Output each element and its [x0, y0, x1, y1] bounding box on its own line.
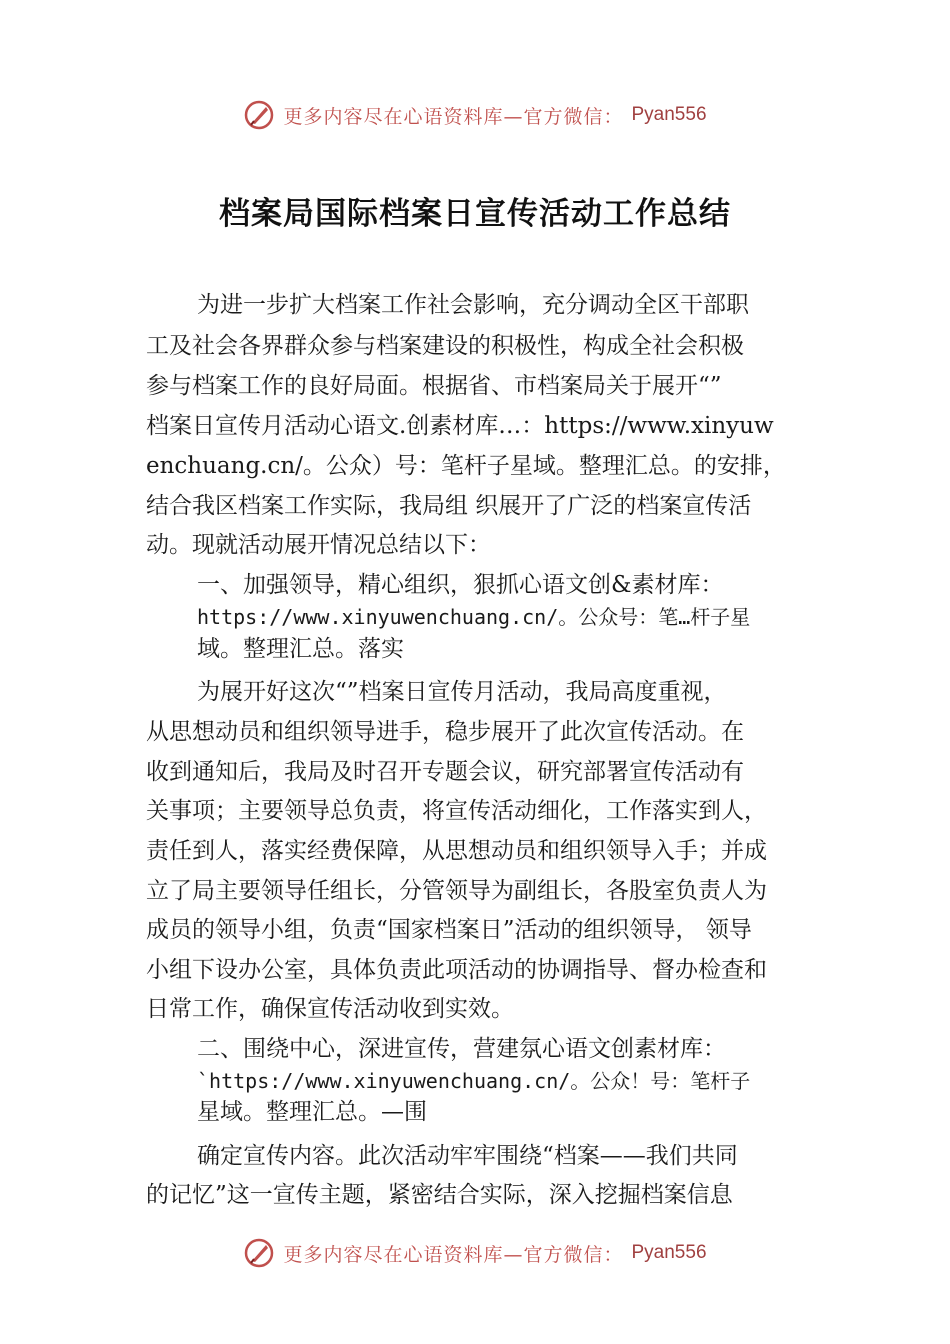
document-title: 档案局国际档案日宣传活动工作总结: [219, 196, 731, 232]
section-heading-line: `https://www.xinyuwenchuang.cn/。公众！号：笔杆子: [197, 1069, 751, 1093]
paragraph-line: 的记忆”这一宣传主题，紧密结合实际，深入挖掘档案信息: [146, 1182, 733, 1208]
paragraph-line: 为进一步扩大档案工作社会影响，充分调动全区干部职: [197, 292, 749, 318]
banner-text: 更多内容尽在心语资料库—官方微信：: [283, 105, 624, 128]
section-heading-line: 域。整理汇总。落实: [197, 636, 404, 662]
footer-banner: [0, 1233, 950, 1273]
quill-logo-icon: [243, 1237, 275, 1269]
paragraph-line: 动。现就活动展开情况总结以下：: [146, 532, 491, 558]
paragraph-line: 日常工作，确保宣传活动收到实效。: [146, 996, 514, 1022]
paragraph-line: 参与档案工作的良好局面。根据省、市档案局关于展开“”: [146, 373, 722, 399]
banner-wechat-id: Pyan556: [631, 1242, 707, 1263]
section-heading-line: 一、加强领导，精心组织，狠抓心语文创&素材库：: [197, 572, 724, 598]
header-banner: [0, 95, 950, 135]
section-heading-line: 星域。整理汇总。—围: [197, 1099, 427, 1125]
section-heading-line: 二、围绕中心，深进宣传，营建氛心语文创素材库：: [197, 1036, 726, 1062]
paragraph-line: 为展开好这次“”档案日宣传月活动，我局高度重视，: [197, 679, 727, 705]
section-heading-line: https://www.xinyuwenchuang.cn/。公众号：笔…杆子星: [197, 605, 751, 629]
paragraph-line: 从思想动员和组织领导进手，稳步展开了此次宣传活动。在: [146, 719, 744, 745]
banner-wechat-id: Pyan556: [631, 104, 707, 125]
banner-text: 更多内容尽在心语资料库—官方微信：: [283, 1243, 624, 1266]
paragraph-line: enchuang.cn/。公众）号：笔杆子星域。整理汇总。的安排，: [146, 453, 786, 479]
paragraph-line: 责任到人，落实经费保障，从思想动员和组织领导入手；并成: [146, 838, 767, 864]
paragraph-line: 确定宣传内容。此次活动牢牢围绕“档案——我们共同: [197, 1143, 738, 1169]
paragraph-line: 结合我区档案工作实际，我局组 织展开了广泛的档案宣传活: [146, 493, 752, 519]
paragraph-line: 档案日宣传月活动心语文.创素材库…：https://www.xinyuw: [146, 413, 774, 439]
paragraph-line: 收到通知后，我局及时召开专题会议，研究部署宣传活动有: [146, 759, 744, 785]
paragraph-line: 工及社会各界群众参与档案建设的积极性，构成全社会积极: [146, 333, 744, 359]
paragraph-line: 成员的领导小组，负责“国家档案日”活动的组织领导， 领导: [146, 917, 752, 943]
quill-logo-icon: [243, 99, 275, 131]
paragraph-line: 小组下设办公室，具体负责此项活动的协调指导、督办检查和: [146, 957, 767, 983]
paragraph-line: 立了局主要领导任组长，分管领导为副组长，各股室负责人为: [146, 878, 767, 904]
paragraph-line: 关事项；主要领导总负责，将宣传活动细化，工作落实到人，: [146, 798, 767, 824]
